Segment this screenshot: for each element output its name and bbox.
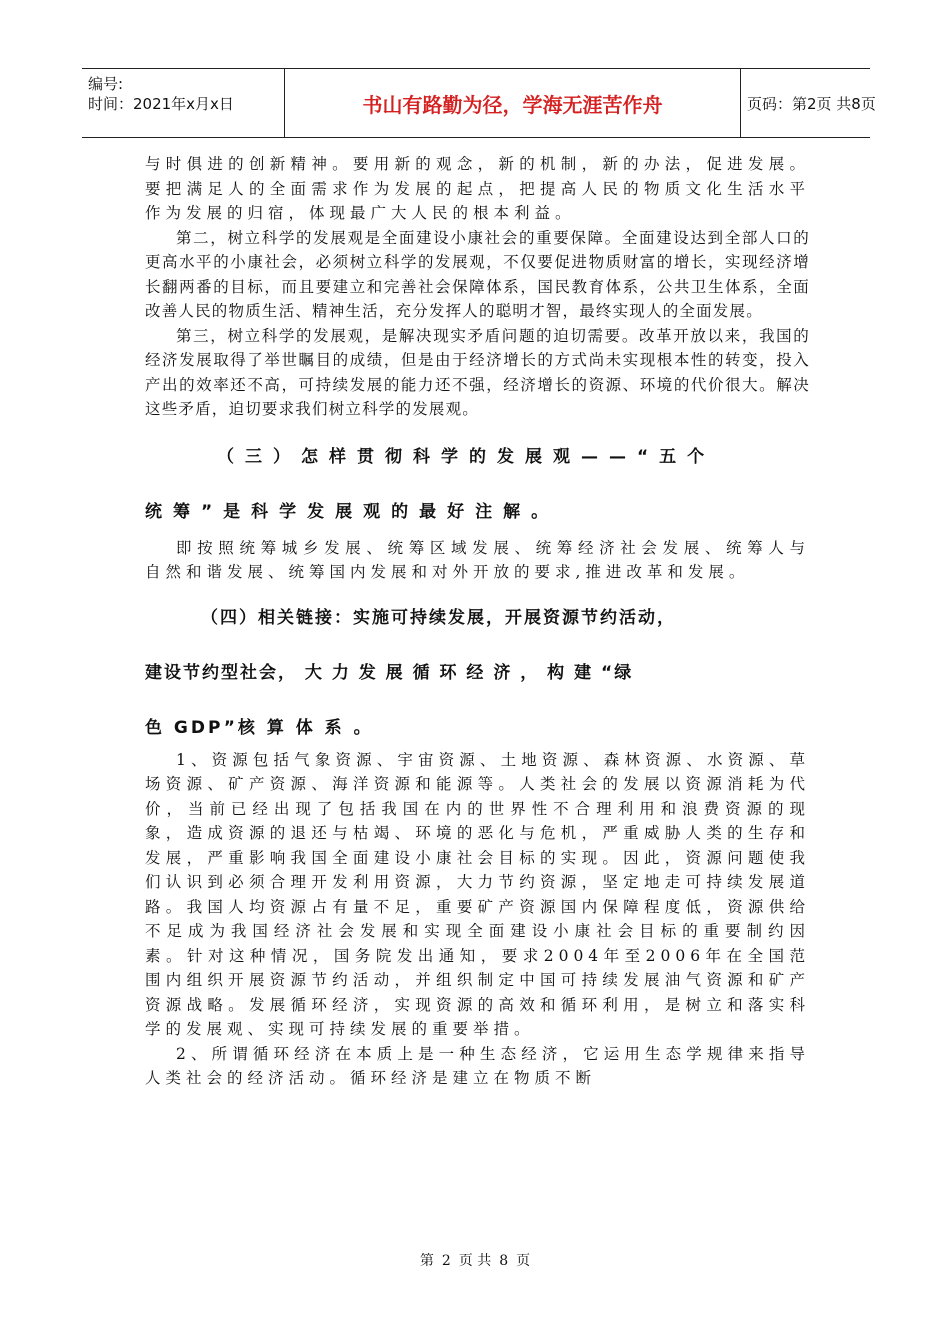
footer-prefix: 第 — [419, 1253, 434, 1269]
footer-suffix: 页 — [516, 1253, 531, 1269]
header-page-label: 页码：第2页 共8页 — [747, 94, 876, 113]
header-meta — [82, 69, 285, 137]
date-label: 时间：2021年x月x日 — [88, 95, 234, 113]
number-label: 编号: — [88, 75, 124, 93]
section4-item-2: 2、所谓循环经济在本质上是一种生态经济，它运用生态学规律来指导人类社会的经济活动。循环经济是建立在物质不断 — [145, 1044, 810, 1087]
section3-body: 即按照统筹城乡发展、统筹区域发展、统筹经济社会发展、统筹人与自然和谐发展、统筹国内发展和对外开放的要求,推进改革和发展。 — [145, 538, 810, 581]
header-motto: 书山有路勤为径，学海无涯苦作舟 — [285, 69, 741, 137]
section4-heading-line3: 色 GDP”核 算 体 系 。 — [145, 717, 374, 738]
section4-heading-line1: （四）相关链接：实施可持续发展，开展资源节约活动， — [201, 607, 676, 628]
page-footer — [0, 1250, 950, 1270]
section3-heading-line2: 统筹”是科学发展观的最好注解。 — [145, 501, 560, 522]
footer-page-number: 2 — [441, 1253, 451, 1269]
paragraph-2: 第二，树立科学的发展观是全面建设小康社会的重要保障。全面建设达到全部人口的更高水平的小康社会，必须树立科学的发展观，不仅要促进物质财富的增长，实现经济增长翻两番的目标，而且要建立和完善社会保障体系，国民教育体系，公共卫生体系，全面改善人民的物质生活、精神生活，充分发挥人的聪明才智，最终实现人的全面发展。 — [145, 228, 810, 320]
page-header — [82, 68, 876, 138]
section4-item-1: 1、资源包括气象资源、宇宙资源、土地资源、森林资源、水资源、草场资源、矿产资源、海洋资源和能源等。人类社会的发展以资源消耗为代价，当前已经出现了包括我国在内的世界性不合理利用和浪费资源的现象，造成资源的退还与枯竭、环境的恶化与危机，严重威胁人类的生存和发展，严重影响我国全面建设小康社会目标的实现。因此，资源问题使我们认识到必须合理开发利用资源，大力节约资源，坚定地走可持续发展道路。我国人均资源占有量不足，重要矿产资源国内保障程度低，资源供给不足成为我国经济社会发展和实现全面建设小康社会目标的重要制约因素。针对这种情况，国务院发出通知，要求2004年至2006年在全国范围内组织开展资源节约活动，并组织制定中国可持续发展油气资源和矿产资源战略。发展循环经济，实现资源的高效和循环利用，是树立和落实科学的发展观、实现可持续发展的重要举措。 — [145, 750, 810, 1038]
paragraph-1: 与时俱进的创新精神。要用新的观念，新的机制，新的办法，促进发展。要把满足人的全面需求作为发展的起点，把提高人民的物质文化生活水平作为发展的归宿，体现最广大人民的根本利益。 — [145, 155, 810, 222]
section4-heading-line2: 建设节约型社会， 大 力 发 展 循 环 经 济 ， 构 建 “绿 — [145, 662, 634, 683]
footer-middle: 页 共 — [458, 1253, 492, 1269]
paragraph-3: 第三，树立科学的发展观，是解决现实矛盾问题的迫切需要。改革开放以来，我国的经济发展取得了举世瞩目的成绩，但是由于经济增长的方式尚未实现根本性的转变，投入产出的效率还不高，可持续发展的能力还不强，经济增长的资源、环境的代价很大。解决这些矛盾，迫切要求我们树立科学的发展观。 — [145, 326, 810, 418]
footer-total-pages: 8 — [499, 1253, 509, 1269]
document-body — [145, 152, 810, 1091]
section3-heading-line1: （三）怎样贯彻科学的发展观——“五个 — [217, 446, 716, 467]
